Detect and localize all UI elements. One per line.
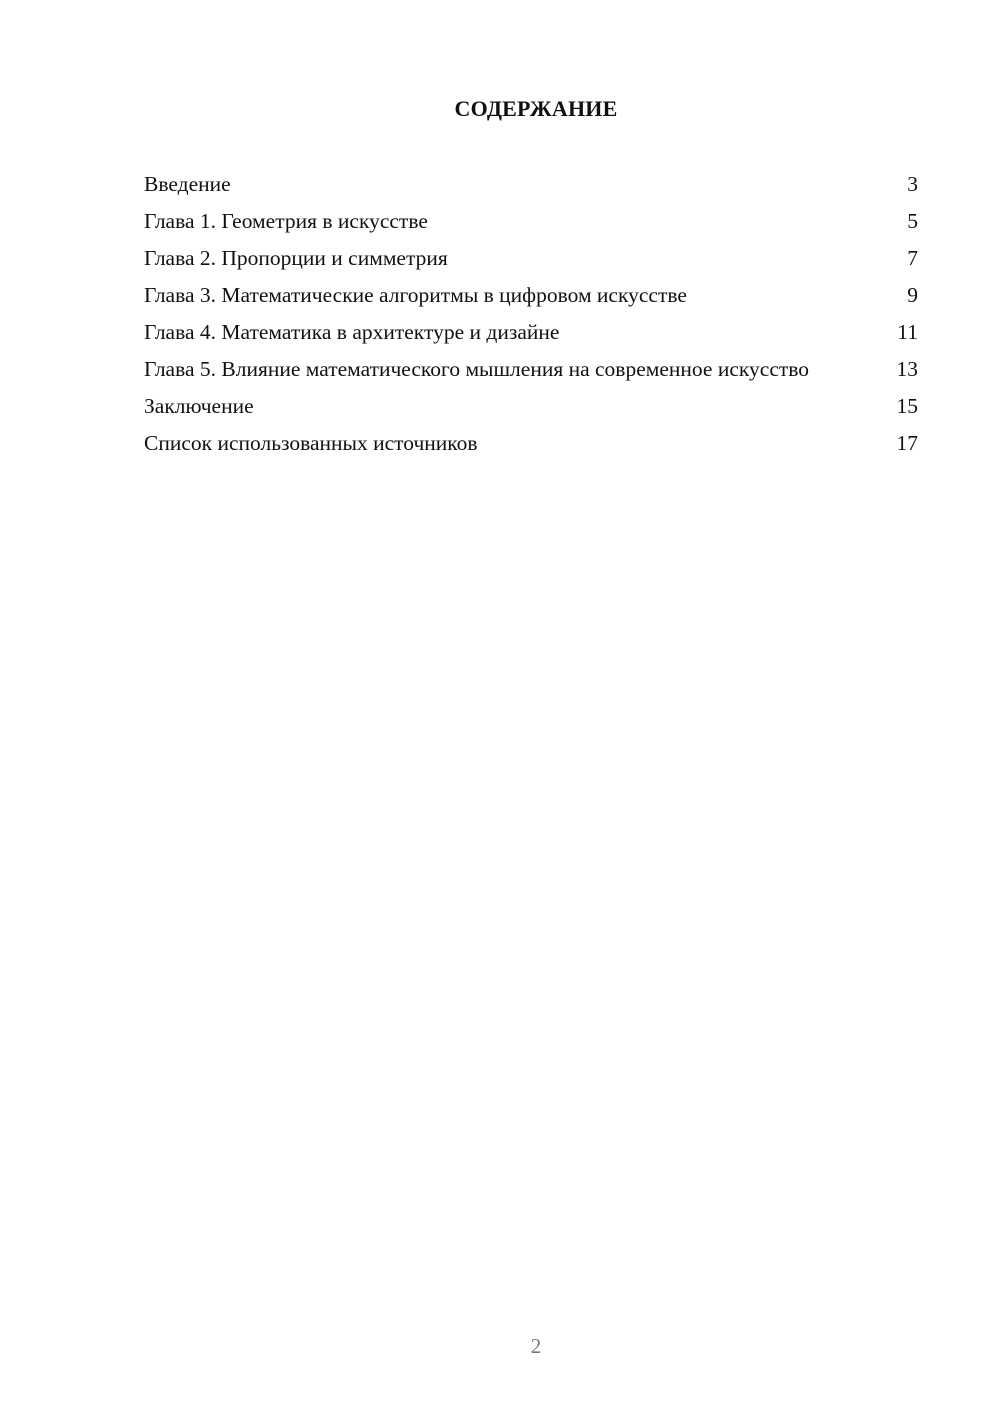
toc-entry-introduction — [144, 171, 918, 198]
toc-entry-page: 3 — [907, 172, 918, 196]
toc-entry-chapter-5 — [144, 356, 918, 383]
toc-entry-page: 9 — [907, 283, 918, 307]
toc-entry-page: 15 — [896, 394, 918, 418]
toc-entry-label: Глава 1. Геометрия в искусстве — [144, 209, 428, 233]
table-of-contents — [144, 171, 918, 467]
toc-entry-page: 13 — [896, 357, 918, 381]
toc-entry-label: Список использованных источников — [144, 431, 478, 455]
toc-entry-label: Глава 4. Математика в архитектуре и дизайне — [144, 320, 560, 344]
toc-entry-label: Глава 5. Влияние математического мышления на современное искусство — [144, 357, 810, 381]
toc-entry-label: Глава 3. Математические алгоритмы в цифровом искусстве — [144, 283, 687, 307]
toc-entry-chapter-1 — [144, 208, 918, 235]
toc-entry-page: 17 — [896, 431, 918, 455]
toc-entry-page: 7 — [907, 246, 918, 270]
toc-entry-page: 5 — [907, 209, 918, 233]
toc-entry-chapter-4 — [144, 319, 918, 346]
page-number: 2 — [530, 1334, 542, 1358]
toc-entry-conclusion — [144, 393, 918, 420]
toc-entry-page: 11 — [897, 320, 918, 344]
toc-title: СОДЕРЖАНИЕ — [454, 96, 618, 121]
toc-entry-references — [144, 430, 918, 457]
toc-entry-label: Введение — [144, 172, 231, 196]
toc-entry-chapter-3 — [144, 282, 918, 309]
toc-entry-label: Заключение — [144, 394, 254, 418]
toc-entry-chapter-2 — [144, 245, 918, 272]
toc-entry-label: Глава 2. Пропорции и симметрия — [144, 246, 448, 270]
